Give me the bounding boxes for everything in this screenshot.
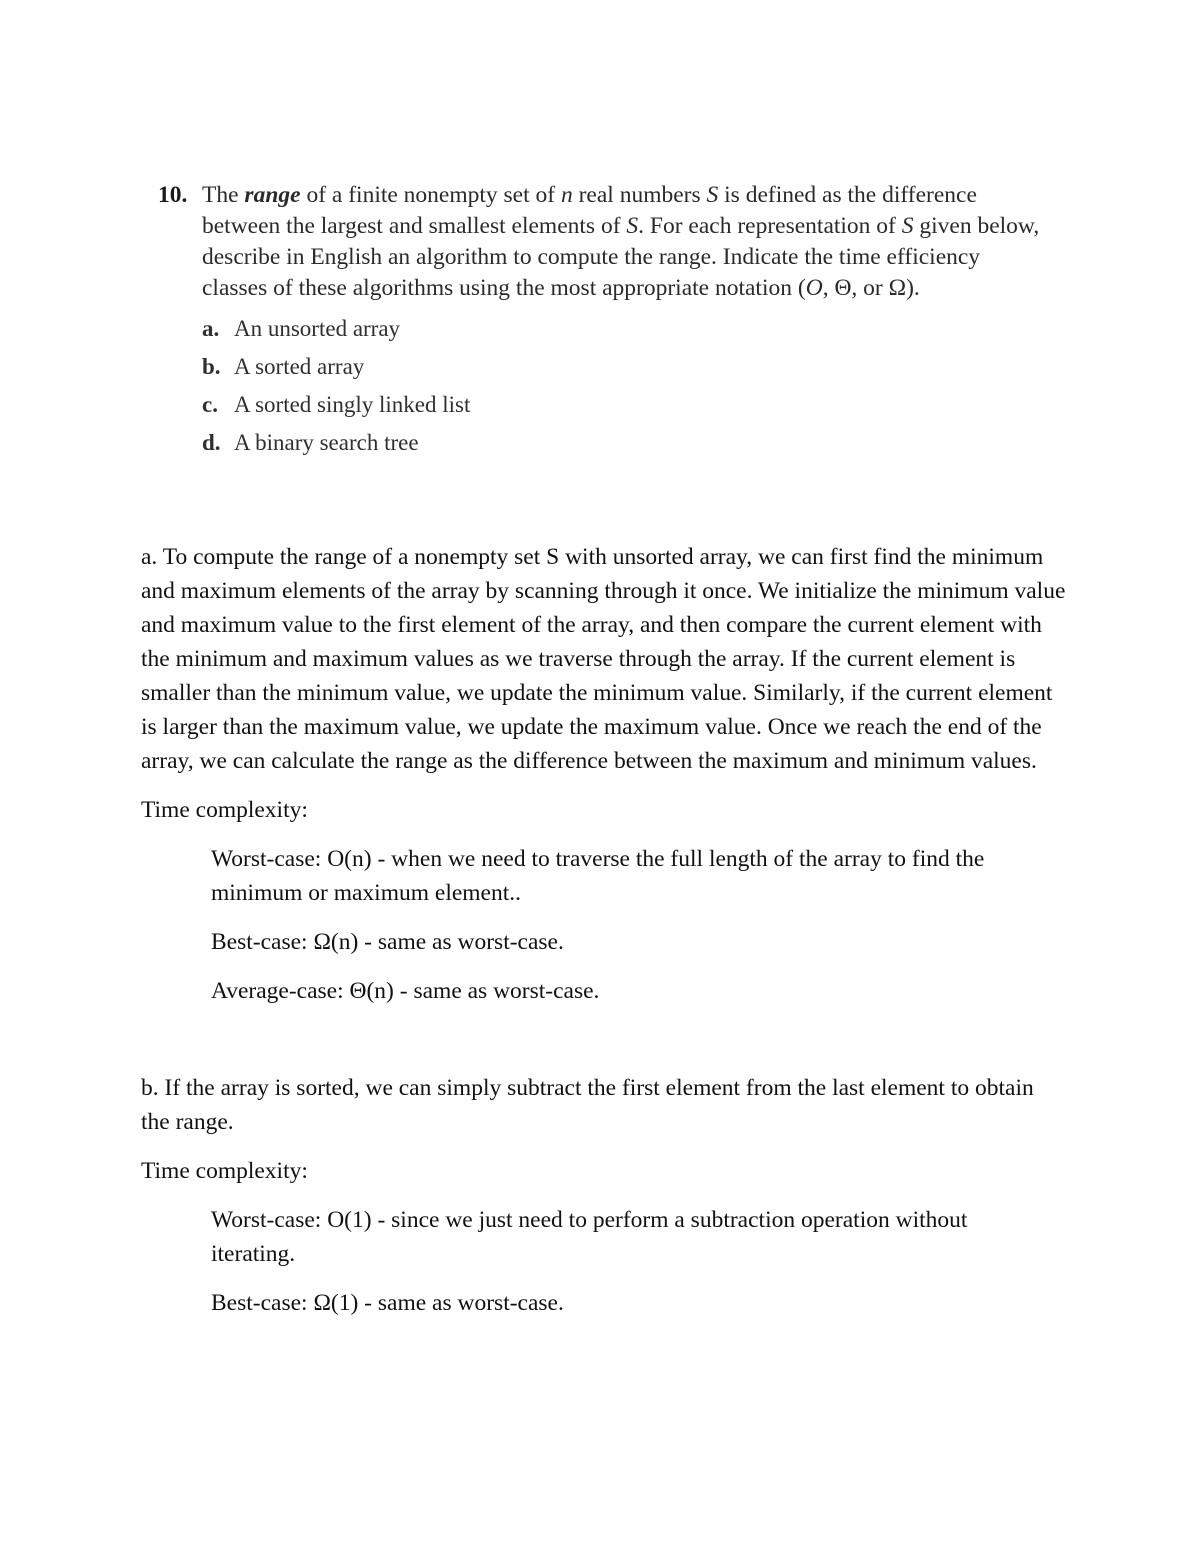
notation-o: O: [805, 275, 823, 301]
answer-a-average-case: Average-case: Θ(n) - same as worst-case.: [211, 978, 600, 1004]
option-b: [202, 348, 1058, 386]
statement-text: is defined as the difference between the largest and smallest elements of: [202, 182, 977, 239]
option-text: A binary search tree: [234, 430, 419, 455]
variable-n: n: [560, 182, 573, 208]
statement-text: , Θ, or Ω).: [822, 275, 920, 301]
option-text: A sorted array: [234, 354, 365, 379]
answer-a-time-complexity-title: Time complexity:: [141, 797, 308, 823]
variable-s: S: [901, 213, 914, 239]
answer-section: [141, 540, 1066, 1335]
variable-s: S: [626, 213, 639, 239]
option-a: [202, 310, 1058, 348]
option-text: An unsorted array: [234, 316, 401, 341]
option-letter: c.: [202, 392, 218, 417]
problem-statement: [202, 180, 1040, 304]
answer-b-paragraph: b. If the array is sorted, we can simply subtract the first element from the last element to obtain the range.: [141, 1075, 1034, 1135]
statement-text: The: [202, 182, 245, 208]
answer-b-best-case: Best-case: Ω(1) - same as worst-case.: [211, 1290, 564, 1316]
answer-b-worst-case: Worst-case: O(1) - since we just need to perform a subtraction operation without iterating.: [211, 1207, 968, 1267]
option-c: [202, 386, 1058, 424]
option-d: [202, 424, 1058, 462]
option-letter: b.: [202, 354, 221, 379]
section-spacer: [141, 1023, 1066, 1071]
range-term: range: [244, 182, 301, 208]
statement-text: real numbers: [572, 182, 707, 208]
answer-b-time-complexity-title: Time complexity:: [141, 1158, 308, 1184]
statement-text: . For each representation of: [638, 213, 902, 239]
option-letter: d.: [202, 430, 221, 455]
problem-number: 10.: [158, 182, 188, 208]
problem-options: [202, 310, 1058, 462]
answer-a-worst-case: Worst-case: O(n) - when we need to traverse the full length of the array to find the minimum or maximum element..: [211, 846, 985, 906]
option-text: A sorted singly linked list: [234, 392, 471, 417]
statement-text: of a finite nonempty set of: [300, 182, 561, 208]
answer-a-best-case: Best-case: Ω(n) - same as worst-case.: [211, 929, 564, 955]
problem-10: [158, 180, 1058, 462]
statement-text: given below, describe in English an algorithm to compute the range. Indicate the time efficiency classes of these algorithms using the most appropriate notation (: [202, 213, 1040, 301]
answer-a-paragraph: a. To compute the range of a nonempty set S with unsorted array, we can first find the minimum and maximum elements of the array by scanning through it once. We initialize the minimum value and maximum value to the first element of the array, and then compare the current element with the minimum and maximum values as we traverse through the array. If the current element is smaller than the minimum value, we update the minimum value. Similarly, if the current element is larger than the maximum value, we update the maximum value. Once we reach the end of the array, we can calculate the range as the difference between the maximum and minimum values.: [141, 544, 1066, 774]
option-letter: a.: [202, 316, 220, 341]
variable-s: S: [706, 182, 719, 208]
